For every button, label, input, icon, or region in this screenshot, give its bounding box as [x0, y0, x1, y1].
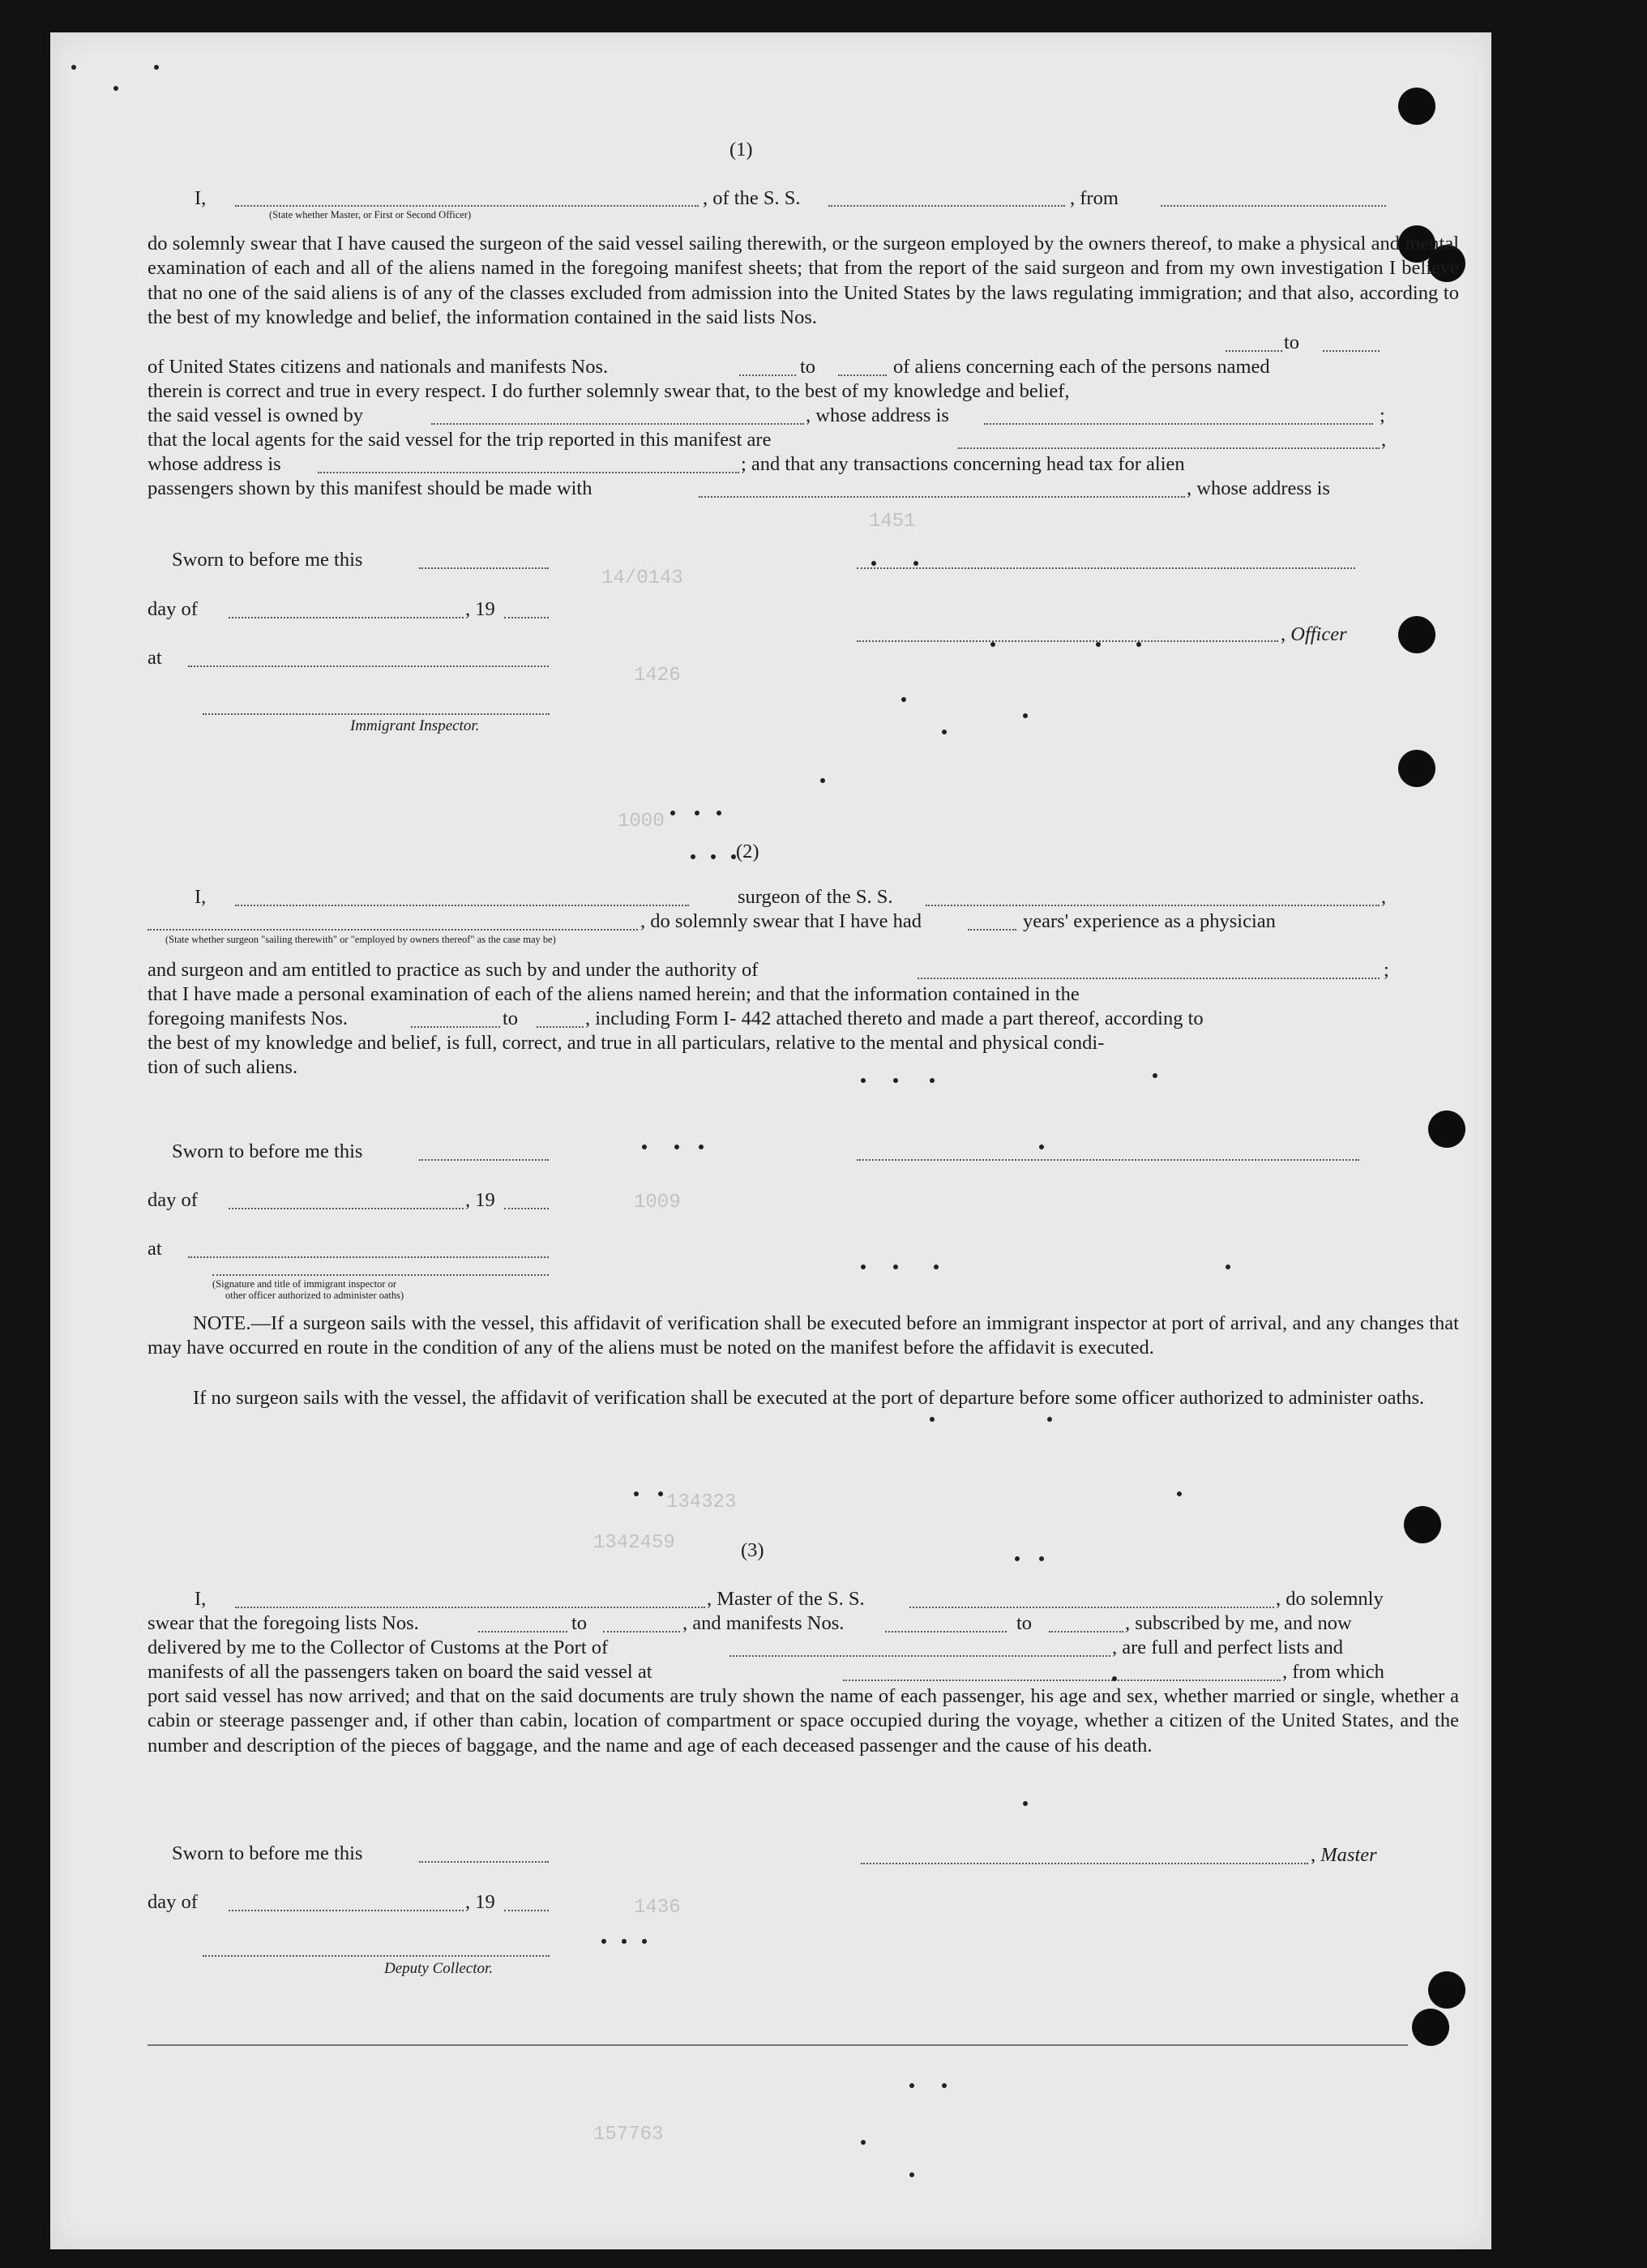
punch-hole — [1412, 2009, 1449, 2046]
s1-to-label: to — [1284, 332, 1300, 353]
ink-mark — [1112, 1676, 1117, 1681]
s3-master-sig-label: , Master — [1311, 1844, 1377, 1866]
s1-agents-label: that the local agents for the said vessel for the trip reported in this manifest are — [148, 429, 772, 451]
s1-inspector-signature-line[interactable] — [203, 713, 550, 715]
s2-line-7: tion of such aliens. — [148, 1056, 298, 1078]
s1-from-field[interactable] — [1161, 205, 1386, 207]
s2-signature-field[interactable] — [857, 1159, 1359, 1161]
semicolon: ; — [1380, 404, 1385, 426]
s3-to-label-2: to — [1016, 1612, 1033, 1634]
punch-hole — [1428, 1971, 1465, 2009]
s1-officer-field-2[interactable] — [857, 640, 1278, 642]
s1-owner-field[interactable] — [431, 423, 804, 425]
s1-manifests-to-field[interactable] — [838, 374, 887, 376]
punch-hole — [1428, 1110, 1465, 1148]
s1-year-field[interactable] — [504, 617, 549, 618]
s1-officer-field[interactable] — [235, 205, 699, 207]
s3-port-field[interactable] — [729, 1655, 1110, 1657]
ink-mark — [642, 1939, 647, 1944]
faint-stamp: 1426 — [634, 665, 681, 687]
s2-day-of-label: day of — [148, 1189, 198, 1211]
s1-headtax-address-label: , whose address is — [1187, 477, 1330, 499]
s1-oath-paragraph: do solemnly swear that I have caused the surgeon of the said vessel sailing therewith, or the surgeon employed by the owners thereof, to make a physical and mental examination of each and all of the aliens named in the foregoing manifest sheets; that from the report of the said surgeon and from my own investigation I believe that no one of the said aliens is of any of the classes excluded from admission into the United States by the laws regulating immigration; and that also, according to the best of my knowledge and belief, the information contained in the said lists Nos. — [148, 233, 1459, 329]
semicolon: ; — [1384, 959, 1389, 981]
s2-sworn-label: Sworn to before me this — [172, 1140, 363, 1162]
ink-mark — [990, 642, 995, 647]
s1-from-label: , from — [1070, 187, 1119, 209]
s3-to-label: to — [571, 1612, 588, 1634]
s2-surgeon-field[interactable] — [235, 905, 689, 906]
ink-mark — [942, 2083, 947, 2088]
faint-stamp: 1000 — [618, 811, 665, 832]
s2-at-field[interactable] — [188, 1256, 549, 1258]
ink-mark — [1226, 1265, 1230, 1269]
comma: , — [1381, 886, 1387, 908]
s3-year-label: , 19 — [465, 1891, 495, 1913]
ink-mark — [930, 1078, 935, 1083]
ink-mark — [601, 1939, 606, 1944]
s3-collector-label: Deputy Collector. — [384, 1960, 494, 1977]
s1-inspector-label: Immigrant Inspector. — [350, 717, 480, 734]
s1-aliens-label: of aliens concerning each of the persons named — [893, 356, 1270, 378]
ink-mark — [674, 1145, 679, 1149]
ink-mark — [622, 1939, 627, 1944]
ink-mark — [670, 811, 675, 815]
s2-surgeon-label: surgeon of the S. S. — [738, 886, 893, 908]
s2-authority-field[interactable] — [918, 978, 1380, 979]
ink-mark — [1039, 1556, 1044, 1561]
s2-to-label: to — [503, 1008, 519, 1029]
s3-master-signature-field[interactable] — [861, 1863, 1308, 1864]
ink-mark — [861, 1265, 866, 1269]
s1-agents-field[interactable] — [958, 447, 1380, 449]
s1-to-label-2: to — [800, 356, 816, 378]
s1-sworn-label: Sworn to before me this — [172, 549, 363, 571]
s3-lists-from-field[interactable] — [478, 1631, 567, 1633]
s1-manifests-label: of United States citizens and nationals and manifests Nos. — [148, 356, 609, 378]
note-paragraph-1 — [148, 1312, 1459, 1361]
s2-manifests-to-field[interactable] — [537, 1026, 584, 1028]
bottom-rule — [148, 2044, 1408, 2046]
s3-manifests-from-field[interactable] — [885, 1631, 1007, 1633]
ink-mark — [731, 854, 736, 859]
s3-collector-signature-line[interactable] — [203, 1955, 550, 1957]
punch-hole — [1398, 88, 1435, 125]
ink-mark — [909, 2083, 914, 2088]
note-text-1: —If a surgeon sails with the vessel, this affidavit of verification shall be executed before an immigrant inspector at port of arrival, and any changes that may have occurred en route in the condition of any of the aliens must be noted on the manifest before the affidavit is executed. — [148, 1312, 1459, 1359]
ink-mark — [820, 778, 825, 783]
s3-collector-label: delivered by me to the Collector of Customs at the Port of — [148, 1637, 609, 1658]
s3-from-which-label: , from which — [1282, 1661, 1384, 1683]
ink-mark — [1096, 642, 1101, 647]
s3-lists-to-field[interactable] — [603, 1631, 680, 1633]
s3-subscribed-label: , subscribed by me, and now — [1125, 1612, 1352, 1634]
ink-mark — [871, 561, 876, 566]
s2-at-label: at — [148, 1238, 162, 1260]
s2-ship-field[interactable] — [926, 905, 1380, 906]
ink-mark — [658, 1491, 663, 1496]
s1-officer-caption: (State whether Master, or First or Second Officer) — [269, 209, 472, 220]
s2-years-field[interactable] — [968, 929, 1016, 931]
punch-hole — [1404, 1506, 1441, 1543]
s3-departure-port-field[interactable] — [843, 1680, 1281, 1681]
ink-mark — [1047, 1417, 1052, 1422]
ink-mark — [1039, 1145, 1044, 1149]
ink-mark — [930, 1417, 935, 1422]
s1-ship-field[interactable] — [828, 205, 1065, 207]
ink-mark — [901, 697, 906, 702]
s2-authority-label: and surgeon and am entitled to practice as such by and under the authority of — [148, 959, 759, 981]
s1-headtax-party-field[interactable] — [699, 496, 1185, 498]
s3-sworn-date-field[interactable] — [419, 1861, 549, 1863]
s3-sworn-label: Sworn to before me this — [172, 1842, 363, 1864]
section-2-number: (2) — [736, 841, 759, 862]
s3-ship-field[interactable] — [909, 1607, 1274, 1608]
s1-owner-address-field[interactable] — [984, 423, 1373, 425]
s2-year-field[interactable] — [504, 1208, 549, 1209]
faint-stamp: 157763 — [593, 2124, 664, 2146]
s2-i-label: I, — [195, 886, 207, 908]
ink-mark — [717, 811, 721, 815]
s1-officer-signature-field[interactable] — [857, 567, 1355, 569]
ink-mark — [1023, 1801, 1028, 1806]
s3-full-lists-label: , are full and perfect lists and — [1112, 1637, 1344, 1658]
ink-mark — [71, 65, 76, 70]
s1-owned-label: the said vessel is owned by — [148, 404, 364, 426]
ink-mark — [1136, 642, 1141, 647]
s2-swear-label: , do solemnly swear that I have had — [640, 910, 922, 932]
section-1-number: (1) — [729, 139, 753, 160]
section-3-number: (3) — [741, 1539, 764, 1561]
s1-year-label: , 19 — [465, 598, 495, 620]
s2-manifests-from-field[interactable] — [411, 1026, 500, 1028]
s2-manifests-label: foregoing manifests Nos. — [148, 1008, 348, 1029]
s3-manifests-to-field[interactable] — [1049, 1631, 1123, 1633]
ink-mark — [695, 811, 699, 815]
comma: , — [1381, 429, 1387, 451]
s3-master-label: , Master of the S. S. — [707, 1588, 865, 1610]
faint-stamp: 1342459 — [593, 1532, 675, 1554]
ink-mark — [634, 1491, 639, 1496]
ink-mark — [861, 1078, 866, 1083]
s1-agents-address-label: whose address is — [148, 453, 281, 475]
s3-i-label: I, — [195, 1588, 207, 1610]
punch-hole — [1398, 750, 1435, 787]
s1-line-3: therein is correct and true in every respect. I do further solemnly swear that, to the best of my knowledge and belief, — [148, 380, 1070, 402]
ink-mark — [691, 854, 695, 859]
faint-stamp: 1009 — [634, 1192, 681, 1213]
ink-mark — [893, 1265, 898, 1269]
s3-taken-label: manifests of all the passengers taken on board the said vessel at — [148, 1661, 652, 1683]
s1-agents-address-field[interactable] — [318, 472, 739, 473]
s1-manifests-from-field[interactable] — [739, 374, 796, 376]
ink-mark — [642, 1145, 647, 1149]
ink-mark — [913, 561, 918, 566]
ink-mark — [1153, 1073, 1157, 1078]
s1-lists-from-field[interactable] — [1226, 350, 1282, 352]
s1-at-label: at — [148, 647, 162, 669]
faint-stamp: 1436 — [634, 1897, 681, 1919]
ink-mark — [1015, 1556, 1020, 1561]
s1-officer-label: , Officer — [1281, 623, 1347, 645]
ink-mark — [113, 86, 118, 91]
note-paragraph-2: If no surgeon sails with the vessel, the affidavit of verification shall be executed at the port of departure before some officer authorized to administer oaths. — [193, 1387, 1425, 1409]
punch-hole — [1398, 616, 1435, 653]
s2-sig-caption-1: (Signature and title of immigrant inspector or — [212, 1278, 397, 1290]
ink-mark — [1023, 713, 1028, 718]
s2-line-6: the best of my knowledge and belief, is full, correct, and true in all particulars, relative to the mental and physical condi- — [148, 1032, 1105, 1054]
s2-sig-caption-2: other officer authorized to administer oaths) — [225, 1290, 404, 1301]
s3-oath-paragraph: port said vessel has now arrived; and that on the said documents are truly shown the name of each passenger, his age and sex, whether married or single, whether a cabin or steerage passenger and, if other than cabin, location of compartment or space occupied during the voyage, whether a citizen of the United States, and the number and description of the pieces of baggage, and the name and age of each deceased passenger and the cause of his death. — [148, 1685, 1459, 1757]
ink-mark — [861, 2140, 866, 2145]
faint-stamp: 1451 — [869, 511, 916, 533]
ink-mark — [711, 854, 716, 859]
form-page — [50, 32, 1491, 2249]
faint-stamp: 14/0143 — [601, 567, 683, 589]
s3-solemnly-label: , do solemnly — [1276, 1588, 1384, 1610]
s2-sailing-field[interactable] — [148, 929, 638, 931]
s3-manifests-label: , and manifests Nos. — [682, 1612, 845, 1634]
s2-caption: (State whether surgeon "sailing therewith" or "employed by owners thereof" as the case may be) — [165, 934, 556, 945]
s2-form-label: , including Form I- 442 attached thereto and made a part thereof, according to — [585, 1008, 1204, 1029]
s2-sworn-date-field[interactable] — [419, 1159, 549, 1161]
faint-stamp: 134323 — [666, 1491, 737, 1513]
ink-mark — [909, 2172, 914, 2177]
s1-month-field[interactable] — [229, 617, 464, 618]
s1-lists-to-field[interactable] — [1323, 350, 1380, 352]
ink-mark — [154, 65, 159, 70]
s3-year-field[interactable] — [504, 1910, 549, 1911]
s2-physician-label: years' experience as a physician — [1023, 910, 1276, 932]
s1-i-label: I, — [195, 187, 207, 209]
s1-day-of-label: day of — [148, 598, 198, 620]
ink-mark — [699, 1145, 704, 1149]
s2-year-label: , 19 — [465, 1189, 495, 1211]
ink-mark — [934, 1265, 939, 1269]
ink-mark — [942, 730, 947, 734]
s3-month-field[interactable] — [229, 1910, 464, 1911]
s2-month-field[interactable] — [229, 1208, 464, 1209]
s1-headtax-label: ; and that any transactions concerning head tax for alien — [741, 453, 1185, 475]
s1-owner-address-label: , whose address is — [806, 404, 949, 426]
s1-ship-label: , of the S. S. — [703, 187, 801, 209]
note-label: NOTE. — [193, 1312, 251, 1334]
s2-inspector-signature-line[interactable] — [212, 1274, 549, 1276]
s1-headtax-with-label: passengers shown by this manifest should be made with — [148, 477, 592, 499]
s3-master-field[interactable] — [235, 1607, 705, 1608]
s3-lists-label: swear that the foregoing lists Nos. — [148, 1612, 419, 1634]
s2-line-4: that I have made a personal examination of each of the aliens named herein; and that the information contained in the — [148, 983, 1080, 1005]
ink-mark — [893, 1078, 898, 1083]
ink-mark — [1177, 1491, 1182, 1496]
s1-at-field[interactable] — [188, 665, 549, 667]
s1-sworn-date-field[interactable] — [419, 567, 549, 569]
s3-day-of-label: day of — [148, 1891, 198, 1913]
